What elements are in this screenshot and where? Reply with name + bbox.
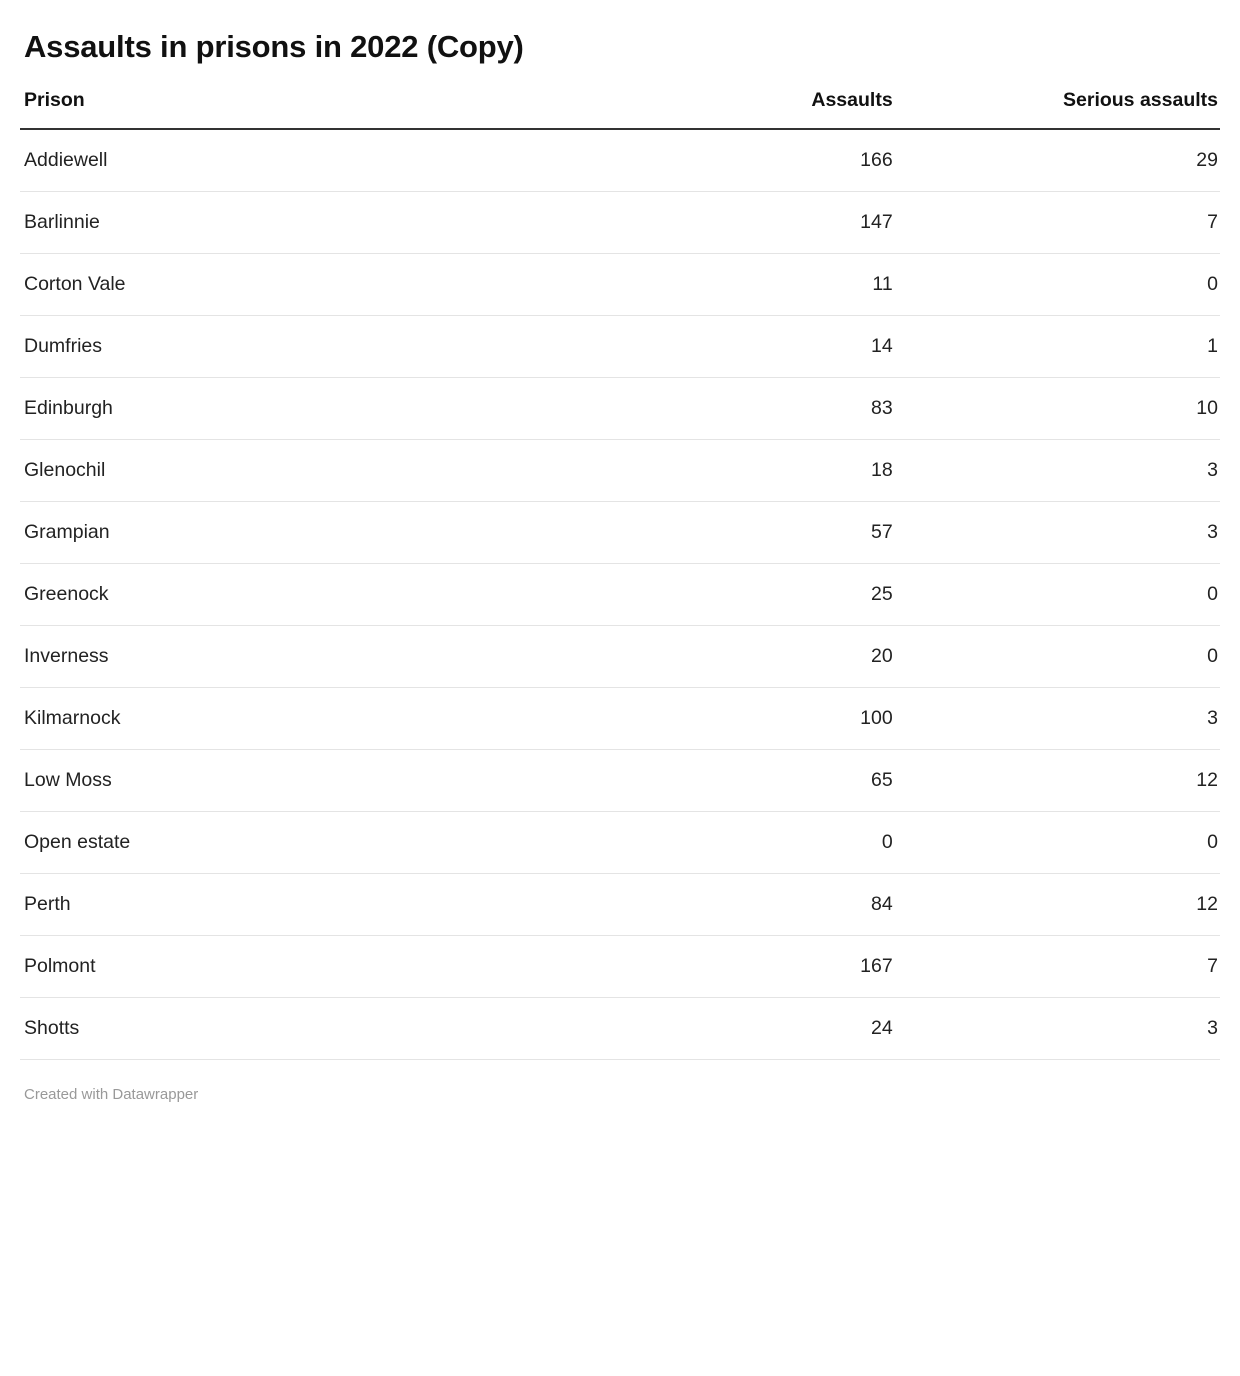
column-header-prison[interactable]: Prison	[24, 89, 85, 112]
cell-serious-assaults: 3	[897, 440, 1220, 502]
cell-serious-assaults: 3	[897, 998, 1220, 1060]
cell-serious-assaults: 0	[897, 626, 1220, 688]
cell-serious-assaults: 3	[897, 502, 1220, 564]
table-row	[20, 750, 1220, 812]
table-row	[20, 502, 1220, 564]
cell-assaults: 57	[571, 502, 896, 564]
cell-serious-assaults: 7	[897, 936, 1220, 998]
page-title: Assaults in prisons in 2022 (Copy)	[24, 29, 524, 64]
cell-prison: Open estate	[20, 812, 571, 874]
cell-prison: Grampian	[20, 502, 571, 564]
cell-serious-assaults: 0	[897, 254, 1220, 316]
table-row	[20, 998, 1220, 1060]
cell-serious-assaults: 12	[897, 874, 1220, 936]
cell-serious-assaults: 12	[897, 750, 1220, 812]
cell-prison: Low Moss	[20, 750, 571, 812]
assaults-table	[20, 89, 1220, 1060]
cell-prison: Shotts	[20, 998, 571, 1060]
table-header	[20, 89, 1220, 129]
table-row	[20, 874, 1220, 936]
table-header-row	[20, 89, 1220, 129]
cell-assaults: 20	[571, 626, 896, 688]
table-row	[20, 378, 1220, 440]
cell-prison: Perth	[20, 874, 571, 936]
cell-prison: Inverness	[20, 626, 571, 688]
cell-prison: Edinburgh	[20, 378, 571, 440]
cell-prison: Barlinnie	[20, 192, 571, 254]
cell-prison: Glenochil	[20, 440, 571, 502]
cell-assaults: 167	[571, 936, 896, 998]
cell-serious-assaults: 7	[897, 192, 1220, 254]
cell-assaults: 14	[571, 316, 896, 378]
cell-serious-assaults: 29	[897, 129, 1220, 192]
cell-prison: Greenock	[20, 564, 571, 626]
cell-assaults: 84	[571, 874, 896, 936]
cell-serious-assaults: 10	[897, 378, 1220, 440]
column-header-serious-assaults[interactable]: Serious assaults	[1063, 89, 1218, 112]
cell-prison: Corton Vale	[20, 254, 571, 316]
table-row	[20, 254, 1220, 316]
cell-serious-assaults: 0	[897, 564, 1220, 626]
cell-prison: Kilmarnock	[20, 688, 571, 750]
cell-assaults: 11	[571, 254, 896, 316]
table-row	[20, 812, 1220, 874]
table-row	[20, 192, 1220, 254]
cell-assaults: 24	[571, 998, 896, 1060]
table-row	[20, 564, 1220, 626]
table-row	[20, 688, 1220, 750]
cell-assaults: 18	[571, 440, 896, 502]
cell-serious-assaults: 0	[897, 812, 1220, 874]
cell-prison: Polmont	[20, 936, 571, 998]
cell-assaults: 83	[571, 378, 896, 440]
attribution-footer: Created with Datawrapper	[24, 1086, 199, 1104]
cell-serious-assaults: 3	[897, 688, 1220, 750]
column-header-assaults[interactable]: Assaults	[811, 89, 893, 112]
cell-assaults: 25	[571, 564, 896, 626]
table-row	[20, 440, 1220, 502]
table-row	[20, 626, 1220, 688]
table-row	[20, 316, 1220, 378]
table-body	[20, 129, 1220, 1060]
cell-serious-assaults: 1	[897, 316, 1220, 378]
table-row	[20, 936, 1220, 998]
cell-assaults: 0	[571, 812, 896, 874]
cell-assaults: 100	[571, 688, 896, 750]
cell-assaults: 166	[571, 129, 896, 192]
cell-assaults: 65	[571, 750, 896, 812]
cell-assaults: 147	[571, 192, 896, 254]
table-row	[20, 129, 1220, 192]
cell-prison: Dumfries	[20, 316, 571, 378]
cell-prison: Addiewell	[20, 129, 571, 192]
